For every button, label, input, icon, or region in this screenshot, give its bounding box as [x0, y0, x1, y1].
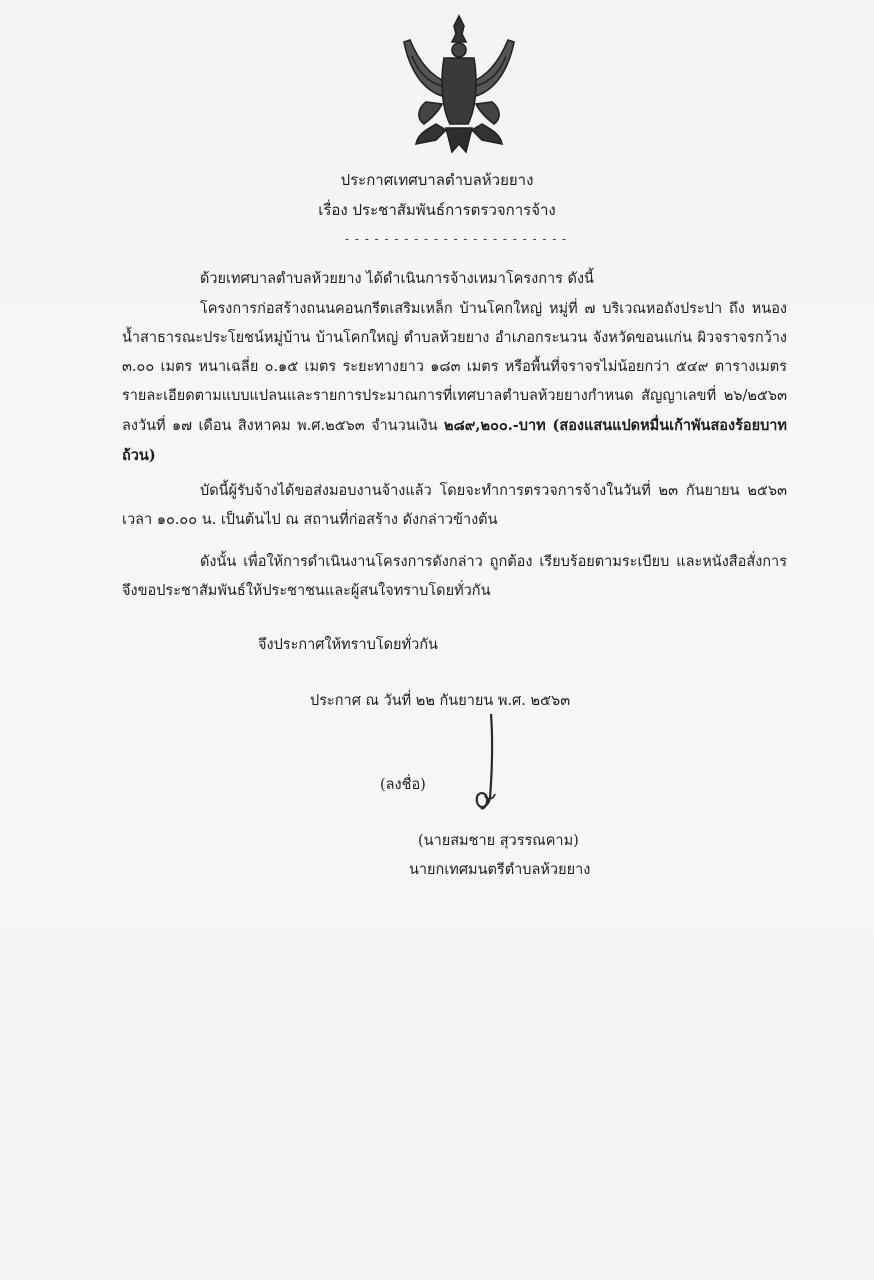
project-paragraph — [122, 295, 787, 471]
contract-amount: ๒๘๙,๒๐๐.-บาท (สองแสนแปดหมื่นเก้าพันสองร้อยบาทถ้วน) — [122, 417, 787, 464]
intro-paragraph: ด้วยเทศบาลตำบลห้วยยาง ได้ดำเนินการจ้างเหมาโครงการ ดังนี้ — [200, 271, 594, 287]
title-separator: - - - - - - - - - - - - - - - - - - - - - - - — [345, 232, 568, 246]
purpose-paragraph: ดังนั้น เพื่อให้การดำเนินงานโครงการดังกล่าว ถูกต้อง เรียบร้อยตามระเบียบ และหนังสือสั่งการจึงขอประชาสัมพันธ์ให้ประชาชนและผู้สนใจทราบโดยทั่วกัน — [122, 554, 787, 599]
signatory-position: นายกเทศมนตรีตำบลห้วยยาง — [409, 862, 591, 878]
announcement-subject: เรื่อง ประชาสัมพันธ์การตรวจการจ้าง — [318, 201, 556, 219]
signed-label: (ลงชื่อ) — [380, 777, 426, 793]
closing-statement: จึงประกาศให้ทราบโดยทั่วกัน — [258, 637, 438, 653]
announcement-title: ประกาศเทศบาลตำบลห้วยยาง — [340, 171, 534, 189]
announcement-date: ประกาศ ณ วันที่ ๒๒ กันยายน พ.ศ. ๒๕๖๓ — [310, 693, 571, 709]
project-description: โครงการก่อสร้างถนนคอนกรีตเสริมเหล็ก บ้านโคกใหญ่ หมู่ที่ ๗ บริเวณหอถังประปา ถึง หนองน้ำสาธารณะประโยชน์หมู่บ้าน บ้านโคกใหญ่ ตำบลห้วยยาง อำเภอกระนวน จังหวัดขอนแก่น ผิวจราจรกว้าง ๓.๐๐ เมตร หนาเฉลี่ย ๐.๑๕ เมตร ระยะทางยาว ๑๘๓ เมตร หรือพื้นที่จราจรไม่น้อยกว่า ๕๔๙ ตารางเมตร รายละเอียดตามแบบแปลนและรายการประมาณการที่เทศบาลตำบลห้วยยางกำหนด สัญญาเลขที่ ๒๖/๒๕๖๓ ลงวันที่ ๑๗ เดือน สิงหาคม พ.ศ.๒๕๖๓ จำนวนเงิน — [122, 301, 787, 434]
signatory-name: (นายสมชาย สุวรรณคาม) — [418, 833, 579, 849]
signature-icon — [457, 712, 517, 822]
inspection-paragraph: บัดนี้ผู้รับจ้างได้ขอส่งมอบงานจ้างแล้ว โดยจะทำการตรวจการจ้างในวันที่ ๒๓ กันยายน ๒๕๖๓ เวลา ๑๐.๐๐ น. เป็นต้นไป ณ สถานที่ก่อสร้าง ดังกล่าวข้างต้น — [122, 483, 787, 528]
garuda-emblem-icon — [396, 12, 522, 160]
